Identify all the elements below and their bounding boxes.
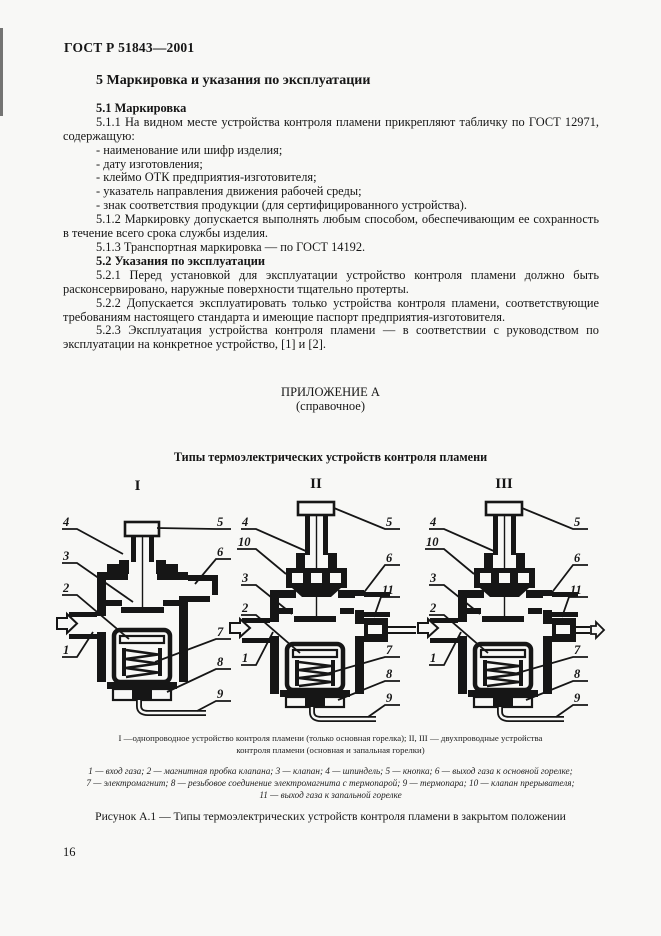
callout-9: 9 xyxy=(574,691,581,705)
callout-4: 4 xyxy=(63,515,70,529)
paragraph-5-2-1: 5.2.1 Перед установкой для эксплуатации устройство контроля пламени должно быть расконсервировано, наружные поверхности тщательно протерты. xyxy=(63,267,599,296)
appendix-label: ПРИЛОЖЕНИЕ А xyxy=(281,385,380,399)
callout-7: 7 xyxy=(217,625,224,639)
device-III xyxy=(416,476,606,723)
device-cross-section xyxy=(57,522,218,713)
callout-2: 2 xyxy=(242,601,249,615)
callout-3: 3 xyxy=(242,571,249,585)
paragraph-5-1-2: 5.1.2 Маркировку допускается выполнять любым способом, обеспечивающим ее сохранность в течение всего срока службы изделия. xyxy=(63,212,599,241)
list-item: - указатель направления движения рабочей среды; xyxy=(96,184,362,199)
figure-legend-line2: 7 — электромагнит; 8 — резьбовое соединение электромагнита с термопарой; 9 — термопара; 10 — клапан прерывателя; xyxy=(86,778,575,788)
callout-3: 3 xyxy=(430,571,437,585)
callout-4: 4 xyxy=(242,515,249,529)
callout-2: 2 xyxy=(430,601,437,615)
callout-6: 6 xyxy=(386,551,393,565)
callout-11: 11 xyxy=(570,583,582,597)
callout-8: 8 xyxy=(217,655,224,669)
callout-6: 6 xyxy=(217,545,224,559)
callout-9: 9 xyxy=(217,687,224,701)
figure-legend-line3: 11 — выход газа к запальной горелке xyxy=(259,790,402,800)
callout-8: 8 xyxy=(574,667,581,681)
scan-edge-artifact xyxy=(0,28,3,116)
device-II-numeral: II xyxy=(310,476,322,492)
callout-6: 6 xyxy=(574,551,581,565)
subsection-5-1-title: 5.1 Маркировка xyxy=(96,100,187,115)
callout-1: 1 xyxy=(242,651,249,665)
list-item: - знак соответствия продукции (для сертифицированного устройства). xyxy=(96,198,467,213)
callout-10: 10 xyxy=(238,535,251,549)
device-I-drawing xyxy=(55,512,235,722)
list-item: - дату изготовления; xyxy=(96,156,203,171)
callout-1: 1 xyxy=(63,643,70,657)
device-II-drawing xyxy=(228,498,418,723)
section-5-title: 5 Маркировка и указания по эксплуатации xyxy=(96,73,371,88)
paragraph-5-1-1: 5.1.1 На видном месте устройства контроля пламени прикрепляют табличку по ГОСТ 12971, содержащую: xyxy=(63,114,599,143)
figure-caption: Рисунок А.1 — Типы термоэлектрических устройств контроля пламени в закрытом положении xyxy=(95,810,566,823)
section-5 xyxy=(63,74,599,352)
callout-7: 7 xyxy=(386,643,393,657)
callout-10: 10 xyxy=(426,535,439,549)
callout-8: 8 xyxy=(386,667,393,681)
callout-9: 9 xyxy=(386,691,393,705)
paragraph-5-2-3: 5.2.3 Эксплуатация устройства контроля пламени — в соответствии с руководством по эксплуатации на конкретное устройство, [1] и [2]. xyxy=(63,323,599,352)
page-number: 16 xyxy=(63,845,76,859)
figure-legend-line1: 1 — вход газа; 2 — магнитная пробка клапана; 3 — клапан; 4 — шпиндель; 5 — кнопка; 6 — выход газа к основной горелке; xyxy=(88,766,573,776)
gas-outlet-arrow-icon xyxy=(591,622,604,638)
list-item: - наименование или шифр изделия; xyxy=(96,142,283,157)
callout-2: 2 xyxy=(63,581,70,595)
callout-11: 11 xyxy=(382,583,394,597)
callout-3: 3 xyxy=(63,549,70,563)
device-I-numeral: I xyxy=(134,478,141,494)
paragraph-5-1-3: 5.1.3 Транспортная маркировка — по ГОСТ 14192. xyxy=(96,239,366,254)
device-cross-section xyxy=(418,502,581,719)
doc-header: ГОСТ Р 51843—2001 xyxy=(64,40,195,55)
device-III-numeral: III xyxy=(495,476,513,492)
callout-5: 5 xyxy=(217,515,224,529)
callout-1: 1 xyxy=(430,651,437,665)
callout-7: 7 xyxy=(574,643,581,657)
figure-title: Типы термоэлектрических устройств контроля пламени xyxy=(173,450,488,464)
paragraph-5-2-2: 5.2.2 Допускается эксплуатировать только устройства контроля пламени, соответствующие требованиям настоящего стандарта и имеющие паспорт предприятия-изготовителя. xyxy=(63,295,599,324)
list-item: - клеймо ОТК предприятия-изготовителя; xyxy=(96,170,317,185)
device-II xyxy=(228,476,418,723)
subsection-5-2-title: 5.2 Указания по эксплуатации xyxy=(96,253,266,268)
figure-note-line2: контроля пламени (основная и запальная горелки) xyxy=(236,745,425,755)
device-I xyxy=(55,478,235,722)
appendix-heading xyxy=(0,385,661,413)
callout-5: 5 xyxy=(386,515,393,529)
appendix-sublabel: (справочное) xyxy=(295,399,366,413)
device-III-drawing xyxy=(416,498,606,723)
figure-note-line1: I —однопроводное устройство контроля пламени (только основная горелка); II, III — двухпроводные устройства xyxy=(118,733,543,743)
figure-diagrams xyxy=(50,476,650,756)
callout-5: 5 xyxy=(574,515,581,529)
callout-4: 4 xyxy=(430,515,437,529)
device-cross-section xyxy=(230,502,393,719)
